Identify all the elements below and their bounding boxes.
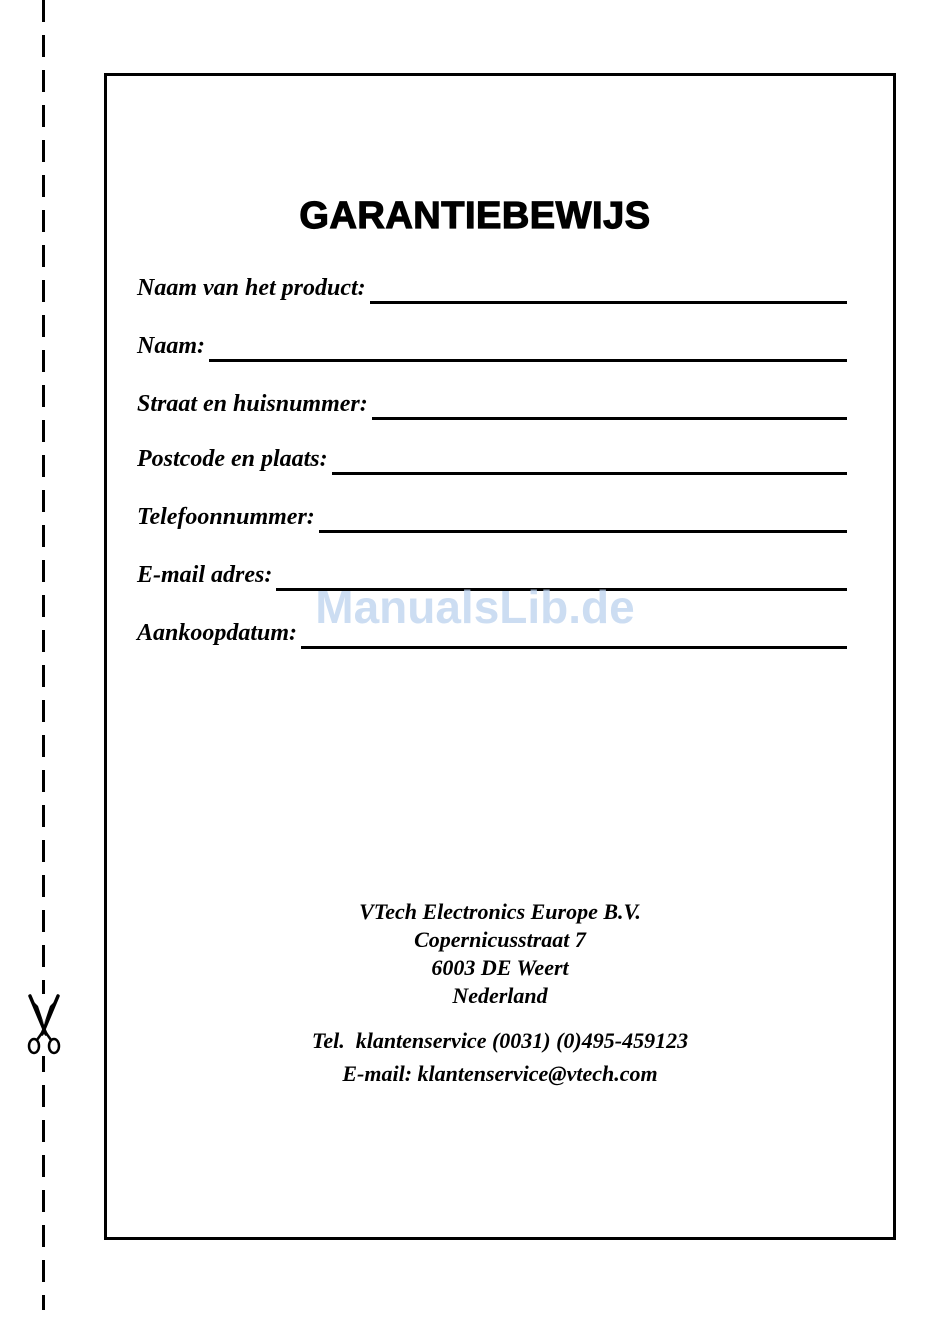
page-title: GARANTIEBEWIJS (299, 195, 651, 237)
field-product-name[interactable] (137, 270, 847, 304)
contact-phone: Tel. klantenservice (0031) (0)495-459123 (311, 1028, 689, 1053)
field-postcode-city[interactable] (137, 441, 847, 475)
field-label: Naam van het product: (137, 275, 366, 301)
field-label: Straat en huisnummer: (137, 391, 368, 417)
contact-info (104, 1024, 896, 1090)
field-underline (301, 646, 847, 649)
field-underline (372, 417, 847, 420)
field-underline (319, 530, 847, 533)
field-label: E-mail adres: (137, 562, 273, 588)
field-email[interactable] (137, 557, 847, 591)
field-label: Aankoopdatum: (137, 620, 298, 646)
field-label: Telefoonnummer: (137, 504, 315, 530)
company-name: VTech Electronics Europe B.V. (359, 899, 641, 924)
field-purchase-date[interactable] (137, 615, 847, 649)
field-underline (209, 359, 847, 362)
address-country: Nederland (452, 983, 548, 1008)
watermark: ManualsLib.de (315, 581, 635, 633)
scissors-icon (24, 994, 64, 1056)
field-phone[interactable] (137, 499, 847, 533)
company-address (104, 898, 896, 1010)
field-street[interactable] (137, 386, 847, 420)
field-underline (332, 472, 847, 475)
contact-email: E-mail: klantenservice@vtech.com (342, 1061, 658, 1086)
address-street: Copernicusstraat 7 (414, 927, 586, 952)
field-underline (370, 301, 847, 304)
field-label: Naam: (137, 333, 205, 359)
field-label: Postcode en plaats: (137, 446, 328, 472)
field-underline (276, 588, 847, 591)
address-postal-city: 6003 DE Weert (431, 955, 569, 980)
field-name[interactable] (137, 328, 847, 362)
